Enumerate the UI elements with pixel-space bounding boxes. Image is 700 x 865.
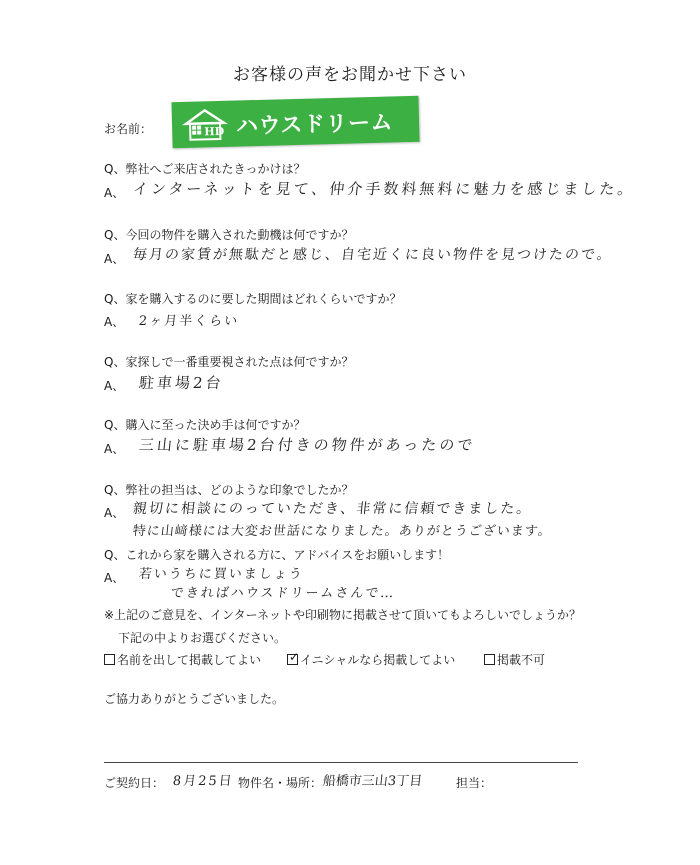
divider-line (104, 762, 578, 763)
answer-6-line-2: 特に山﨑様には大変お世話になりました。ありがとうございます。 (132, 524, 553, 539)
answer-prefix-4: A、 (104, 379, 125, 393)
answer-prefix-7: A、 (104, 571, 125, 585)
answer-prefix-1: A、 (104, 186, 125, 200)
name-label: お名前： (104, 122, 153, 136)
question-5: Q、購入に至った決め手は何ですか？ (104, 418, 306, 432)
question-4: Q、家探しで一番重要視された点は何ですか？ (104, 355, 354, 369)
answer-6-line-1: 親切に相談にのっていただき、非常に信頼できました。 (132, 501, 534, 517)
checkbox-unchecked-icon[interactable] (104, 654, 115, 665)
house-logo-icon (182, 107, 229, 142)
consent-instruction: 下記の中よりお選びください。 (118, 631, 287, 645)
option-label: 掲載不可 (497, 653, 546, 667)
question-6: Q、弊社の担当は、どのような印象でしたか？ (104, 483, 354, 497)
option-label: イニシャルなら掲載してよい (300, 653, 456, 667)
answer-2: 毎月の家賃が無駄だと感じ、自宅近くに良い物件を見つけたので。 (132, 247, 614, 263)
answer-7-line-1: 若いうちに買いましょう (138, 567, 305, 582)
company-logo-banner (171, 96, 419, 148)
option-initials-ok[interactable] (287, 651, 455, 668)
property-label: 物件名・場所： (238, 776, 323, 790)
question-3: Q、家を購入するのに要した期間はどれくらいですか？ (104, 292, 402, 306)
option-name-ok[interactable] (104, 651, 261, 668)
answer-5: 三山に駐車場2台付きの物件があったので (138, 436, 477, 454)
contract-date-value: 8月25日 (172, 774, 235, 789)
checkbox-checked-icon[interactable] (287, 650, 300, 665)
answer-4: 駐車場2台 (138, 374, 225, 392)
option-label: 名前を出して掲載してよい (117, 653, 262, 667)
logo-text: HD (204, 124, 225, 139)
answer-7-line-2: できればハウスドリームさんで… (170, 586, 397, 601)
question-2: Q、今回の物件を購入された動機は何ですか？ (104, 228, 354, 242)
thanks-text: ご協力ありがとうございました。 (104, 692, 285, 706)
contract-date-label: ご契約日： (104, 776, 165, 790)
answer-prefix-6: A、 (104, 506, 125, 520)
answer-3: 2ヶ月半くらい (138, 314, 240, 329)
checkmark-icon: ✓ (289, 650, 300, 664)
question-1: Q、弊社へご来店されたきっかけは？ (104, 162, 306, 176)
staff-label: 担当： (456, 776, 493, 790)
answer-1: インターネットを見て、仲介手数料無料に魅力を感じました。 (132, 180, 637, 198)
question-7: Q、これから家を購入される方に、アドバイスをお願いします！ (104, 548, 450, 562)
answer-prefix-2: A、 (104, 252, 125, 266)
page-title: お客様の声をお聞かせ下さい (233, 65, 467, 85)
option-no-publish[interactable] (484, 651, 545, 668)
brand-name: ハウスドリーム (235, 110, 394, 140)
answer-prefix-5: A、 (104, 442, 125, 456)
answer-prefix-3: A、 (104, 315, 125, 329)
checkbox-unchecked-icon[interactable] (484, 654, 495, 665)
consent-question: ※上記のご意見を、インターネットや印刷物に掲載させて頂いてもよろしいでしょうか？ (104, 608, 581, 622)
property-value: 船橋市三山3丁目 (322, 774, 423, 789)
